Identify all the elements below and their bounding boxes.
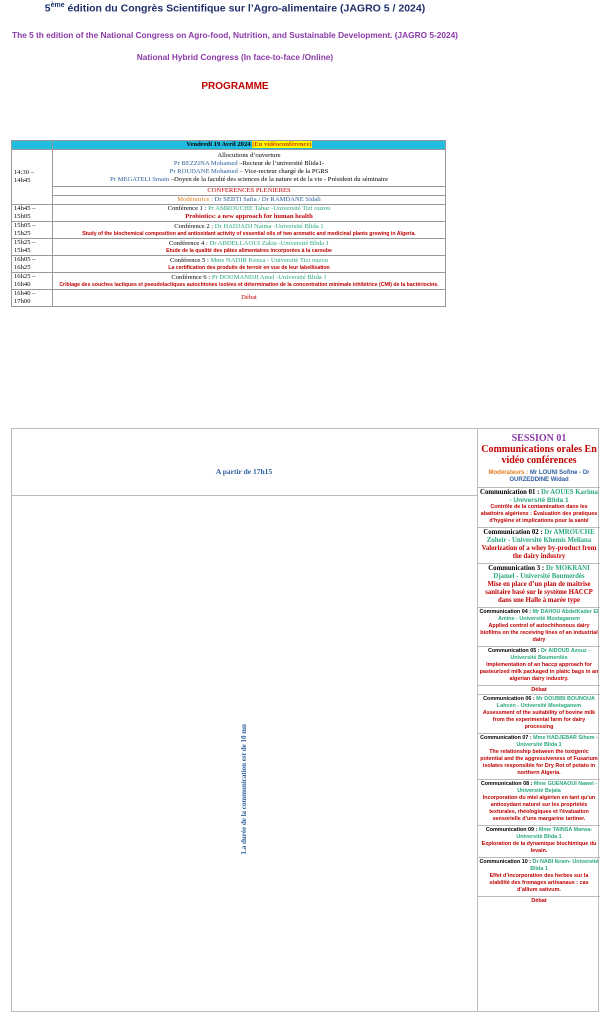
session-title: SESSION 01 <box>511 433 567 444</box>
opening-cell <box>53 150 446 187</box>
communication-item: Communication 02 : Dr AMROUCHE Zoheir - Université Khemis Meliana Valorization of a whey by-product from the dairy industry <box>478 528 600 564</box>
opening-time: 14:30 – 14h45 <box>12 150 53 205</box>
conference-title: Etude de la qualité des pâtes alimentaires incorporées à la caroube <box>166 247 332 254</box>
day-mode: (En vidéoconférence) <box>252 141 312 148</box>
empty-cell <box>12 141 53 150</box>
conference-title: La certification des produits de terroir en vue de leur labellisation <box>168 264 330 271</box>
communication-title: Exploration de la dynamique biochimique du levain. <box>481 841 597 854</box>
title-fr: édition du Congrès Scientifique sur l’Agro-alimentaire (JAGRO 5 / 2024) <box>64 2 426 15</box>
communication-title: Contrôle de la contamination dans les abattoirs algériens : Évaluation des pratiques d'hygiène et implications pour la santé <box>480 504 598 524</box>
communication-title: Implementation of an haccp approach for pasteurized milk packaged in platic bags in an algerian dairy industry. <box>479 662 599 682</box>
conference-cell: Conférence 2 : Dr HADJADJ Naima -Université Blida 1 Study of the biochemical composition and antioxidant activity of essential oils of two aromatic and medicinal plants growing in Algeria. <box>53 222 446 239</box>
hybrid-note: National Hybrid Congress (In face-to-face /Online) <box>136 52 334 62</box>
conference-title: Study of the biochemical composition and antioxidant activity of essential oils of two aromatic and medicinal plants growing in Algeria. <box>82 230 416 237</box>
communication-item: Communication 01 : Dr AOUES Karima - Université Blida 1 Contrôle de la contamination dans les abattoirs algériens : Évaluation des pratiques d'hygiène et implications pour la santé <box>478 488 600 528</box>
communication-item: Communication 07 : Mme HADJEBAR Sihem - Université Blida 1 The relationship between the toxigenic potential and the aggressiveness of Fusarium isolates responsible for Dry Rot of potato in northern Algeria. <box>478 734 600 780</box>
session-table <box>11 428 599 1012</box>
opening-title: Allocutions d’ouverture <box>217 152 281 159</box>
communication-title: Mise en place d’un plan de maitrise sanitaire basé sur le système HACCP dans une Halle à marée type <box>485 581 593 604</box>
moderator-cell: Modératrice : Dr SEBTI Safia / Dr RAMDANE Sidali <box>53 196 446 205</box>
debate-row <box>12 290 446 307</box>
conference-time: 16h25 – 16h40 <box>12 273 53 290</box>
session-column <box>478 429 600 905</box>
conference-title: Criblage des souches lactiques et pseudolactiques autochtones isolées et détermination de la concentration minimale inhibitrice (CMI) de la bactériocine. <box>59 281 439 288</box>
communication-item: Communication 05 : Dr AIDOUD Azouz - Université Boumerdès Implementation of an haccp approach for pasteurized milk packaged in platic bags in an algerian dairy industry. <box>478 647 600 686</box>
conference-time: 16h05 – 16h25 <box>12 256 53 273</box>
conference-row <box>12 256 446 273</box>
session-start-time: A partir de 17h15 <box>215 467 273 476</box>
conference-row <box>12 273 446 290</box>
communication-item: Communication 06 : Mr DOUBBI BOUNOUA Lahcen - Université Mostaganem Assessment of the suitability of bovine milk from the experimental farm for dairy processing <box>478 695 600 734</box>
communication-title: The relationship between the toxigenic potential and the aggressiveness of Fusarium isolates responsible for Dry Rot of potato in northern Algeria. <box>480 749 598 776</box>
debate-label: Débat <box>53 290 446 307</box>
session-debate: Débat <box>531 898 547 904</box>
communication-title: Assessment of the suitability of bovine milk from the experimental farm for dairy processing <box>482 710 596 730</box>
communication-item: Communication 10 : Dr NABI Ikram- Université Blida 1 Effet d’incorporation des herbes sur la stabilité des fromages artisanaux : cas d’allium sativum. <box>478 858 600 897</box>
duration-note: La durée de la communication est de 10 mn <box>240 724 248 854</box>
opening-speaker: Pr MEGATELI Smain –Doyen de la faculté des sciences de la nature et de la vie - Président du séminaire <box>110 176 388 183</box>
communication-item: Communication 04 : Mr DAHOU AbdelKader El Amine - Université Mostaganem Applied control of autochthonous dairy biofilms on the receiving lines of an industrial dairy <box>478 608 600 647</box>
plenary-schedule-table <box>11 140 446 307</box>
opening-row <box>12 150 446 187</box>
programme-heading: PROGRAMME <box>201 81 269 92</box>
communication-title: Effet d’incorporation des herbes sur la stabilité des fromages artisanaux : cas d’allium sativum. <box>489 873 589 893</box>
congress-title <box>0 0 470 15</box>
conference-title: Probiotics: a new approach for human health <box>185 213 313 220</box>
conference-row <box>12 222 446 239</box>
plenary-row <box>12 187 446 196</box>
conference-cell: Conférence 4 : Dr ABDELLAOUI Zakia -Université Blida 1 Etude de la qualité des pâtes alimentaires incorporées à la caroube <box>53 239 446 256</box>
opening-speaker: Pr BEZZINA Mohamed –Recteur de l’université Blida1- <box>173 160 325 167</box>
conference-cell: Conférence 1 : Pr AMROUCHE Tahar -Université Tizi ouzou Probiotics: a new approach for human health <box>53 205 446 222</box>
conference-row <box>12 205 446 222</box>
edition-number: 5 <box>44 2 51 15</box>
moderator-row <box>12 196 446 205</box>
communication-title: Applied control of autochthonous dairy biofilms on the receiving lines of an industrial dairy <box>480 623 598 643</box>
edition-suffix: ème <box>50 2 65 9</box>
session-debate: Débat <box>478 686 600 695</box>
row-divider <box>12 495 477 496</box>
conference-time: 15h05 – 15h25 <box>12 222 53 239</box>
day-label: Vendredi 19 Avril 2024 <box>186 141 253 148</box>
communication-item: Communication 09 : Mme TAINSA Marwa- Université Blida 1 Exploration de la dynamique biochimique du levain. <box>478 826 600 858</box>
communication-title: Incorporation du miel algérien en tant qu'un antioxydant naturel sur les propriétés texturales, rhéologiques et l'évaluation sensorielle d’une margarine tartiner. <box>482 795 596 822</box>
day-header <box>53 141 446 150</box>
conference-time: 15h25 – 15h45 <box>12 239 53 256</box>
conference-cell: Conférence 5 : Mme NADIR Kenza - Université Tizi ouzou La certification des produits de terroir en vue de leur labellisation <box>53 256 446 273</box>
conference-time: 14h45 – 15h05 <box>12 205 53 222</box>
session-moderators: Modérateurs : Mr LOUNI Sofine - Dr OURZEDDINE Widad <box>478 470 600 488</box>
debate-time: 16h40 – 17h00 <box>12 290 53 307</box>
communication-item: Communication 08 : Mme GUENAOUI Nawel - Université Bejaia Incorporation du miel algérien en tant qu'un antioxydant naturel sur les propriétés texturales, rhéologiques et l'évaluation sensorielle d’une margarine tartiner. <box>478 780 600 826</box>
communication-title: Valorization of a whey by-product from the dairy industry <box>481 545 597 560</box>
communication-item: Communication 3 : Dr MOKRANI Djamel - Université Boumerdès Mise en place d’un plan de maitrise sanitaire basé sur le système HACCP dans une Halle à marée type <box>478 564 600 608</box>
plenary-heading: CONFERENCES PLENIERES <box>53 187 446 196</box>
conference-row <box>12 239 446 256</box>
opening-speaker: Pr ROUDANE Mohamed – Vice-recteur chargé de la PGRS <box>169 168 329 175</box>
day-row <box>12 141 446 150</box>
session-subtitle: Communications orales En vidéo conférences <box>481 444 597 466</box>
title-en: The 5 th edition of the National Congress on Agro-food, Nutrition, and Sustainable Development. (JAGRO 5-2024) <box>12 30 458 40</box>
conference-cell: Conférence 6 : Pr DOUMANDJI Amel -Université Blida 1 Criblage des souches lactiques et pseudolactiques autochtones isolées et détermination de la concentration minimale inhibitrice (CMI) de la bactériocine. <box>53 273 446 290</box>
